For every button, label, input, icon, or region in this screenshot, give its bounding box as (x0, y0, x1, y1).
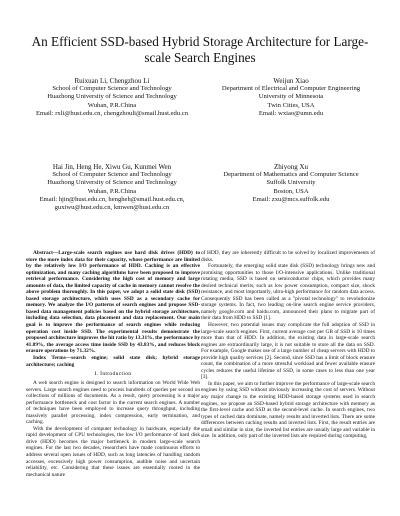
section-heading: I. Introduction (94, 371, 132, 378)
author-affiliation: Department of Mathematics and Computer Science Suffolk University Boston, USA (223, 171, 359, 195)
author-affiliation: School of Computer Science and Technology Huazhong University of Science and Technology Wuhan, P.R.China (47, 171, 177, 195)
author-email: Email: wxiao@umn.edu (258, 109, 324, 117)
paragraph: Fortunately, the emerging solid state disk (SSD) technology brings new and promising opportunities to those I/O-intensive applications. Unlike traditional rotating media, SSD is based on semiconductor chips, which provides many desired technical merits, such as low power consumption, compact size, shock resistance, and most importantly, ultra-high performance for random data access. Consequently SSD has been called as a "pivotal technology" to revolutionize storage systems. In fact, two leading on-line search engine service providers, namely google.com and baidu.com, announced their plans to migrate part of their data from HDD to SSD [1]. (201, 263, 375, 322)
author-email: Email: zxu@mcs.suffolk.edu (252, 195, 330, 203)
author-block (203, 77, 379, 118)
author-names: Weijun Xiao (273, 77, 309, 85)
author-names: Ruixuan Li, Chengzhou Li (74, 77, 150, 85)
paragraph: In this paper, we aim to further improve the performance of large-scale search engines by using SSD without obviously increasing the cost of servers. Without any major change to the existing HDD-based storage systems used in search engines, we propose an SSD-based hybrid storage architecture with memory as the first-level cache and SSD as the second-level cache. In search engines, two types of cached data dominate, namely results and inverted lists. There are some differences between caching results and inverted lists. First, the result entries are small and similar in size, the inverted list entries are usually large and variable in size. In addition, only part of the inverted lists are required during computing, (201, 380, 375, 440)
author-affiliation: School of Computer Science and Technology Huazhong University of Science and Technology Wuhan, P.R.China (47, 85, 177, 109)
author-affiliation: Department of Electrical and Computer Engineering University of Minnesota Twin Cities, USA (221, 85, 361, 109)
paragraph: of HDD, they are inherently difficult to be solved by localized improvements of disks. (201, 250, 375, 263)
author-block (203, 163, 379, 204)
left-column (26, 250, 200, 478)
right-column (201, 250, 375, 440)
author-names: Zhiyong Xu (273, 163, 309, 171)
author-email: Email: hjin@hust.edu.cn, hengheh@smail.hust.edu.cn, guxiwu@hust.edu.cn, kmwen@hust.edu.cn (39, 195, 185, 212)
author-email: Email: rxli@hust.edu.cn, chengzhouli@smail.hust.edu.cn (35, 109, 189, 117)
paragraph: A web search engine is designed to search information on World Wide Web servers. Large search engines need to process hundreds of queries per second on collections of millions of documents. As a result, query processing is a major performance bottleneck and cost factor in the current search engines. A number of techniques have been employed to increase query throughput, including massively parallel processing, index compression, early termination, and caching. (26, 379, 200, 426)
paper-title: An Efficient SSD-based Hybrid Storage Architecture for Large-scale Search Engines (31, 34, 369, 65)
abstract: Abstract—Large-scale search engines use hard disk drives (HDD) to store the more index data for their capacity, whose performance are limited by the relatively low I/O performance of HDD. Caching is an effective optimization, and many caching algorithms have been proposed to improve retrieval performance. Considering the high cost of memory and large amounts of data, the limited capacity of cache in memory cannot resolve the above problem thoroughly. In this paper, we adopt a solid state disk (SSD) based storage architecture, which uses SSD as a secondary cache for memory. We analyze the I/O patterns of search engines and propose SSD-based data management policies based on the hybrid storage architecture, including data selection, data placement and data replacement. Our main goal is to improve the performance of search engines while reducing operation cost inside SSD. The experimental results demonstrate the proposed architecture improves the hit ratio by 13.31%, the performance by 41.89%, the average access time inside SSD by 43.83%, and reduces block erasure operations by 71.32%. (26, 250, 200, 355)
paragraph: With the development of computer technology in hardware, especially the rapid development of CPU technologies, the low I/O performance of hard disk drive (HDD) becomes the major bottleneck in modern large-scale search engines. For the last two decades, researchers have made continuous efforts to address several open issues of HDD, such as long latencies of handling random accesses, excessively high power consumption, audible noise and uncertain reliability, etc. Considering that these issues are essentially rooted in the mechanical nature (26, 425, 200, 478)
author-block (24, 77, 200, 118)
paragraph: However, two potential issues may complicate the full adoption of SSD in large-scale search engines. First, current average cost per GB of SSD is 10 times more than that of HDD. In addition, the existing data in large-scale search engines are extraordinarily large, it is not suitable to store all the data on SSD. For example, Google makes use of a large number of cheap servers with HDD to provide high quality services [2]. Second, since SSD has a limit of block erasure count, the combination of a more stressful workload and fewer available erasure cycles reduces the useful lifetime of SSD, in some cases to less than one year [3]. (201, 322, 375, 381)
author-names: Hai Jin, Heng He, Xiwu Gu, Kunmei Wen (52, 163, 172, 171)
index-terms: Index Terms—search engine; solid state disk; hybrid storage architecture; caching (26, 355, 200, 368)
author-block (24, 163, 200, 212)
